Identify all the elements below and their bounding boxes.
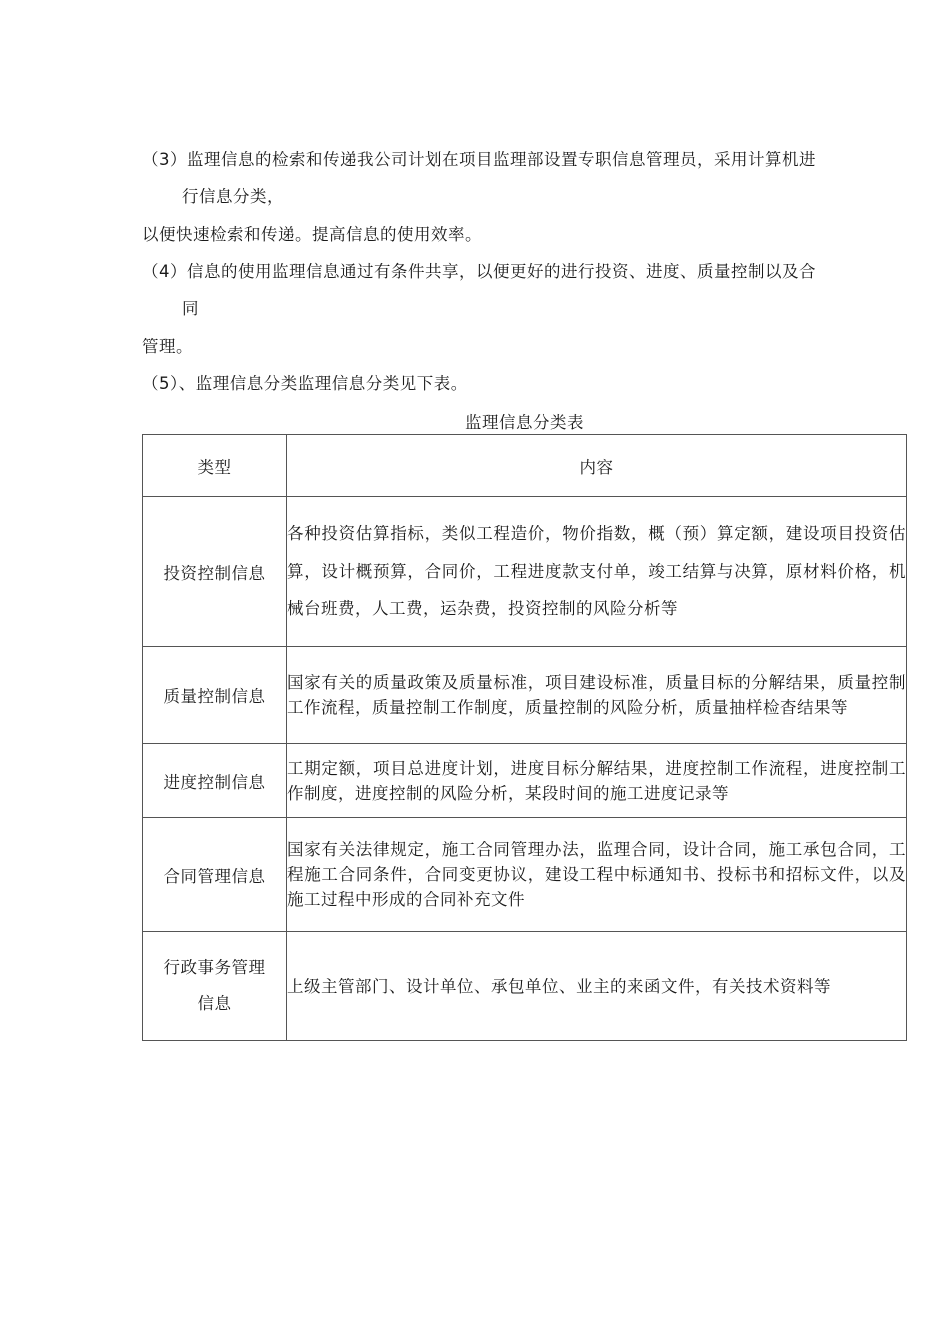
table-caption: 监理信息分类表 <box>465 413 584 432</box>
table-row <box>143 744 907 818</box>
paragraph-4-line-1: （4）信息的使用监理信息通过有条件共享，以便更好的进行投资、进度、质量控制以及合 <box>142 262 816 281</box>
row-type: 进度控制信息 <box>143 744 287 818</box>
header-content: 内容 <box>287 435 907 497</box>
row-type: 合同管理信息 <box>143 818 287 932</box>
row-type-line-1: 行政事务管理 <box>163 958 266 977</box>
paragraph-5: （5）、监理信息分类监理信息分类见下表。 <box>142 374 468 393</box>
paragraph-3-line-2: 行信息分类， <box>182 187 284 206</box>
paragraph-4-line-2: 同 <box>182 299 199 318</box>
row-content: 国家有关的质量政策及质量标准，项目建设标准，质量目标的分解结果，质量控制工作流程，质量控制工作制度，质量控制的风险分析，质量抽样检杳结果等 <box>287 647 907 744</box>
info-classification-table <box>142 434 907 1041</box>
paragraph-3-line-3: 以便快速检索和传递。提高信息的使用效率。 <box>142 225 482 244</box>
table-header-row <box>143 435 907 497</box>
table-row <box>143 818 907 932</box>
row-content: 工期定额，项目总进度计划，进度目标分解结果，进度控制工作流程，进度控制工作制度，进度控制的风险分析，某段时间的施工进度记录等 <box>287 744 907 818</box>
paragraph-4-line-3: 管理。 <box>142 337 193 356</box>
paragraph-3-line-1: （3）监理信息的检索和传递我公司计划在项目监理部设置专职信息管理员，采用计算机进 <box>142 150 816 169</box>
row-type: 质量控制信息 <box>143 647 287 744</box>
table-row <box>143 497 907 647</box>
row-content: 国家有关法律规定，施工合同管理办法，监理合同，设计合同，施工承包合同，工程施工合同条件，合同变更协议，建设工程中标通知书、投标书和招标文件，以及施工过程中形成的合同补充文件 <box>287 818 907 932</box>
row-type: 投资控制信息 <box>143 497 287 647</box>
row-type-line-2: 信息 <box>197 994 232 1013</box>
row-content: 上级主管部门、设计单位、承包单位、业主的来函文件，有关技术资料等 <box>287 932 907 1041</box>
table-row <box>143 647 907 744</box>
row-type <box>143 932 287 1041</box>
header-type: 类型 <box>143 435 287 497</box>
table-row <box>143 932 907 1041</box>
row-content: 各种投资估算指标，类似工程造价，物价指数，概（预）算定额，建设项目投资估算，设计概预算，合同价，工程进度款支付单，竣工结算与决算，原材料价格，机械台班费，人工费，运杂费，投资控制的风险分析等 <box>287 497 907 647</box>
